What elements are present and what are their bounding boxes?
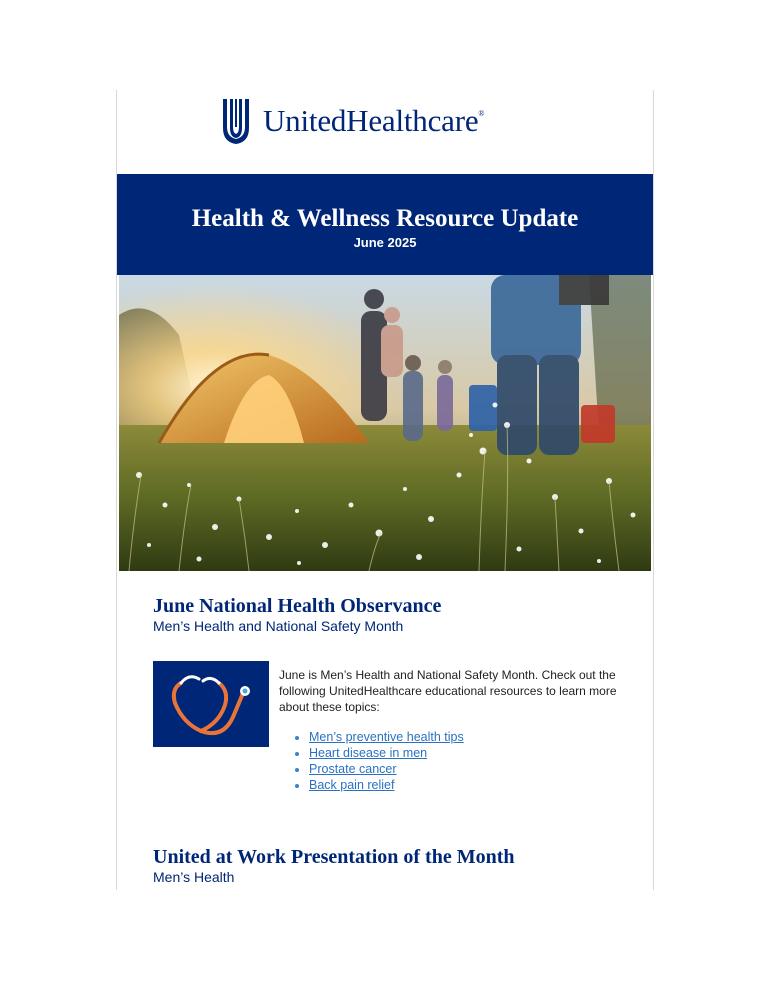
- hero-image: [119, 275, 651, 571]
- stethoscope-icon: [153, 661, 269, 747]
- family-camping-photo: [119, 275, 651, 571]
- list-item: [309, 761, 464, 777]
- section-subtitle-presentation: Men’s Health: [153, 869, 235, 885]
- header-banner: [117, 174, 653, 275]
- link-back-pain-relief[interactable]: Back pain relief: [309, 778, 395, 792]
- issue-date: June 2025: [353, 235, 417, 250]
- link-heart-disease-in-men[interactable]: Heart disease in men: [309, 746, 428, 760]
- stethoscope-thumbnail: [153, 661, 269, 747]
- section-title-observance: June National Health Observance: [153, 595, 442, 617]
- list-item: [309, 745, 464, 761]
- observance-paragraph: June is Men’s Health and National Safety Month. Check out the following UnitedHealthcare educational resources to learn more about these topics:: [279, 668, 617, 714]
- page-title: Health & Wellness Resource Update: [191, 205, 579, 232]
- newsletter-page: [116, 90, 654, 890]
- list-item: [309, 729, 464, 745]
- section-subtitle-observance: Men’s Health and National Safety Month: [153, 618, 404, 634]
- resource-links-list: [289, 729, 464, 793]
- uhc-logo: [221, 96, 484, 146]
- uhc-shield-logo-icon: [221, 97, 251, 145]
- section-title-presentation: United at Work Presentation of the Month: [153, 846, 515, 868]
- list-item: [309, 777, 464, 793]
- link-prostate-cancer[interactable]: Prostate cancer: [309, 762, 397, 776]
- logo-wordmark: UnitedHealthcare®: [263, 103, 485, 138]
- link-mens-preventive-health-tips[interactable]: Men’s preventive health tips: [309, 730, 464, 744]
